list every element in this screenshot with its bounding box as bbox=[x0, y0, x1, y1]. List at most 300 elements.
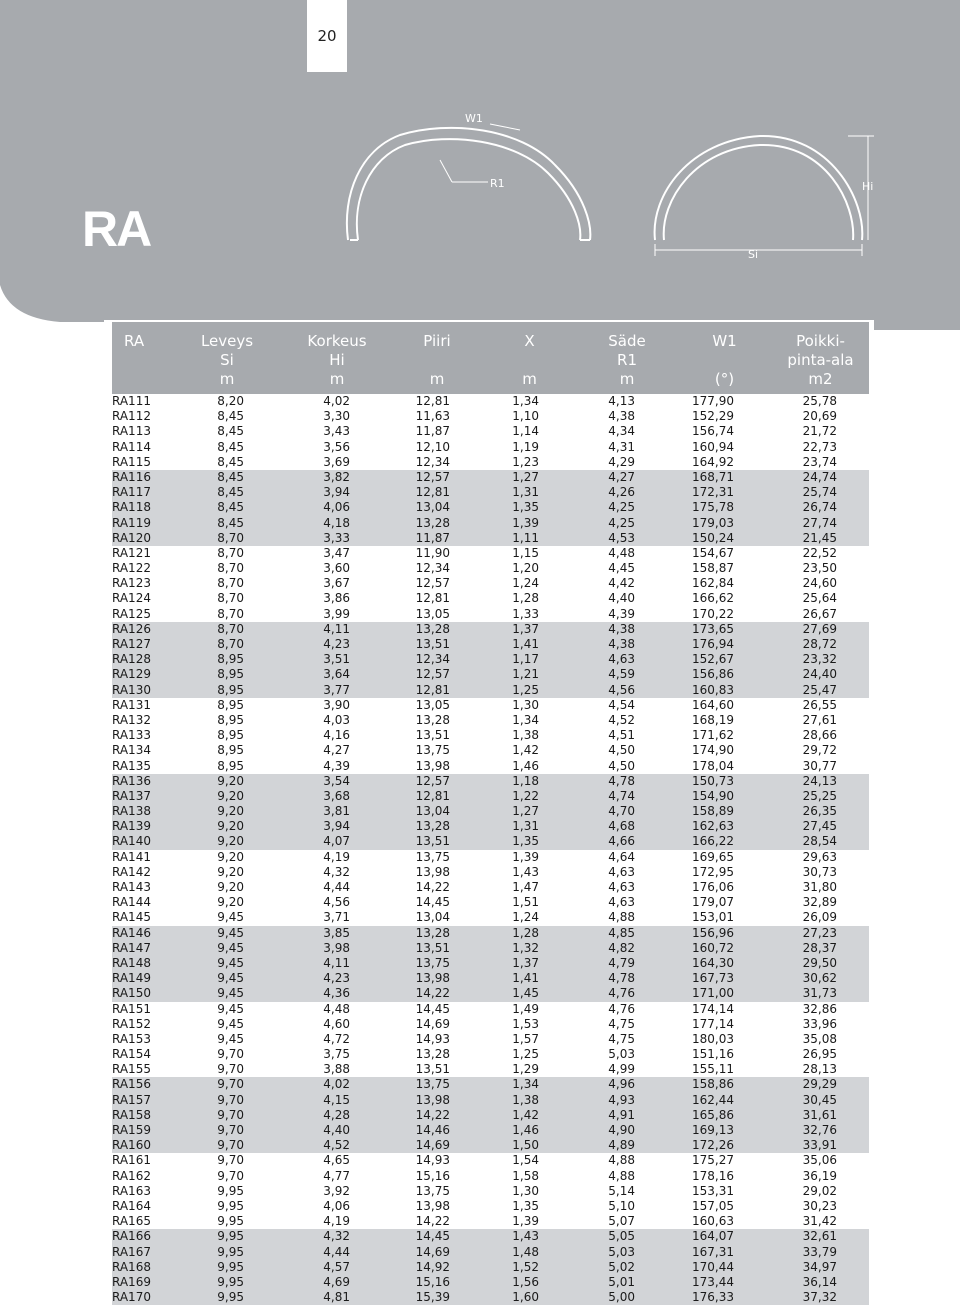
table-row bbox=[112, 789, 869, 804]
table-cell: 169,13 bbox=[692, 1123, 734, 1137]
table-cell-code: RA112 bbox=[112, 409, 151, 424]
table-cell-code: RA155 bbox=[112, 1062, 151, 1077]
table-cell-code: RA170 bbox=[112, 1290, 151, 1305]
table-cell: 1,32 bbox=[512, 940, 539, 955]
table-cell: 8,70 bbox=[217, 637, 244, 651]
table-cell: 4,29 bbox=[608, 454, 635, 469]
table-cell: 1,54 bbox=[512, 1153, 539, 1168]
table-row bbox=[112, 470, 869, 485]
table-cell-code: RA146 bbox=[112, 925, 151, 940]
table-cell: 153,01 bbox=[692, 910, 734, 925]
table-cell: 14,69 bbox=[415, 1244, 450, 1259]
table-row bbox=[112, 1032, 869, 1047]
column-header-line: Si bbox=[220, 351, 234, 369]
table-cell: 27,61 bbox=[802, 712, 837, 727]
table-cell: 4,82 bbox=[608, 940, 635, 955]
table-cell: 27,69 bbox=[802, 621, 837, 636]
table-cell: 4,25 bbox=[608, 515, 635, 530]
table-cell: 3,94 bbox=[323, 819, 350, 834]
table-row bbox=[112, 440, 869, 455]
table-cell: 4,38 bbox=[608, 621, 635, 636]
table-cell: 8,95 bbox=[217, 697, 244, 712]
table-row bbox=[112, 516, 869, 531]
table-cell: 13,05 bbox=[415, 697, 450, 712]
table-row bbox=[112, 546, 869, 561]
table-cell: 13,75 bbox=[415, 955, 450, 970]
table-cell: 1,20 bbox=[512, 561, 539, 576]
table-row bbox=[112, 1047, 869, 1062]
table-cell: 25,74 bbox=[802, 485, 837, 500]
table-cell: 4,76 bbox=[608, 986, 635, 1001]
table-cell-code: RA136 bbox=[112, 773, 151, 788]
table-cell: 3,81 bbox=[323, 804, 350, 819]
table-cell: 1,24 bbox=[512, 576, 539, 591]
table-row bbox=[112, 607, 869, 622]
table-cell: 14,22 bbox=[415, 1214, 450, 1229]
table-cell: 4,88 bbox=[608, 910, 635, 925]
column-header-line: m bbox=[219, 370, 235, 388]
table-row bbox=[112, 774, 869, 789]
table-cell: 175,78 bbox=[692, 500, 734, 515]
column-header bbox=[112, 322, 172, 394]
table-cell: 4,53 bbox=[608, 530, 635, 545]
table-row bbox=[112, 1153, 869, 1168]
table-cell: 13,98 bbox=[415, 758, 450, 773]
table-cell: 156,86 bbox=[692, 667, 734, 682]
table-cell: 4,07 bbox=[323, 834, 350, 849]
table-cell: 1,38 bbox=[512, 728, 539, 743]
table-cell: 14,93 bbox=[415, 1031, 450, 1046]
table-cell: 4,13 bbox=[608, 394, 635, 408]
table-cell-code: RA132 bbox=[112, 712, 151, 727]
table-cell: 173,65 bbox=[692, 621, 734, 636]
table-cell: 4,88 bbox=[608, 1168, 635, 1183]
table-cell: 4,51 bbox=[608, 728, 635, 743]
table-cell: 3,47 bbox=[323, 545, 350, 560]
table-cell: 9,20 bbox=[217, 819, 244, 834]
table-row bbox=[112, 834, 869, 849]
table-cell: 158,89 bbox=[692, 804, 734, 819]
table-row bbox=[112, 743, 869, 758]
table-cell: 32,89 bbox=[802, 895, 837, 910]
table-row bbox=[112, 1093, 869, 1108]
spec-table bbox=[104, 320, 874, 1311]
column-header-line: Hi bbox=[329, 351, 345, 369]
table-cell: 160,63 bbox=[692, 1214, 734, 1229]
table-row bbox=[112, 1214, 869, 1229]
table-cell-code: RA121 bbox=[112, 545, 151, 560]
table-cell: 12,57 bbox=[415, 469, 450, 484]
table-cell: 154,90 bbox=[692, 788, 734, 803]
table-cell: 12,34 bbox=[415, 652, 450, 667]
table-cell: 164,92 bbox=[692, 454, 734, 469]
table-cell: 25,47 bbox=[802, 682, 837, 697]
table-cell: 3,69 bbox=[323, 454, 350, 469]
table-cell-code: RA137 bbox=[112, 788, 151, 803]
table-cell: 21,45 bbox=[802, 530, 837, 545]
table-cell: 8,95 bbox=[217, 728, 244, 743]
column-header-line: Säde bbox=[608, 332, 646, 350]
table-cell: 4,81 bbox=[323, 1290, 350, 1305]
table-cell: 164,07 bbox=[692, 1229, 734, 1244]
table-cell-code: RA144 bbox=[112, 895, 151, 910]
table-cell: 9,70 bbox=[217, 1062, 244, 1077]
table-row bbox=[112, 485, 869, 500]
table-cell: 12,81 bbox=[415, 788, 450, 803]
table-cell-code: RA123 bbox=[112, 576, 151, 591]
table-cell: 15,16 bbox=[415, 1168, 450, 1183]
table-cell: 152,29 bbox=[692, 409, 734, 424]
table-cell: 8,70 bbox=[217, 606, 244, 621]
table-cell: 3,82 bbox=[323, 469, 350, 484]
table-cell: 155,11 bbox=[692, 1062, 734, 1077]
table-cell-code: RA163 bbox=[112, 1183, 151, 1198]
table-cell: 5,10 bbox=[608, 1198, 635, 1213]
table-cell: 160,94 bbox=[692, 439, 734, 454]
table-cell: 166,22 bbox=[692, 834, 734, 849]
column-header bbox=[172, 322, 282, 394]
table-cell: 1,25 bbox=[512, 682, 539, 697]
table-cell: 26,74 bbox=[802, 500, 837, 515]
table-cell: 1,31 bbox=[512, 819, 539, 834]
table-cell: 32,76 bbox=[802, 1123, 837, 1137]
table-cell: 13,51 bbox=[415, 1062, 450, 1077]
table-cell-code: RA113 bbox=[112, 424, 151, 439]
table-cell: 1,48 bbox=[512, 1244, 539, 1259]
table-cell: 13,51 bbox=[415, 940, 450, 955]
table-cell: 1,35 bbox=[512, 1198, 539, 1213]
table-cell: 12,81 bbox=[415, 591, 450, 606]
table-cell: 13,75 bbox=[415, 743, 450, 758]
table-cell: 9,45 bbox=[217, 925, 244, 940]
table-cell: 9,70 bbox=[217, 1123, 244, 1137]
table-cell: 9,95 bbox=[217, 1229, 244, 1244]
table-cell-code: RA153 bbox=[112, 1031, 151, 1046]
column-header-line: RA bbox=[124, 332, 145, 350]
table-cell: 4,38 bbox=[608, 409, 635, 424]
table-cell: 4,44 bbox=[323, 880, 350, 894]
table-row bbox=[112, 1077, 869, 1092]
table-cell-code: RA140 bbox=[112, 834, 151, 849]
table-cell: 8,45 bbox=[217, 424, 244, 439]
table-cell: 1,34 bbox=[512, 1077, 539, 1092]
table-cell: 1,11 bbox=[512, 530, 539, 545]
table-cell: 1,31 bbox=[512, 485, 539, 500]
table-cell: 167,73 bbox=[692, 971, 734, 986]
table-cell: 26,09 bbox=[802, 910, 837, 925]
table-cell: 8,45 bbox=[217, 500, 244, 515]
table-cell-code: RA149 bbox=[112, 971, 151, 986]
table-cell: 162,63 bbox=[692, 819, 734, 834]
table-cell: 4,48 bbox=[608, 545, 635, 560]
table-cell: 8,95 bbox=[217, 652, 244, 667]
column-header-line: m bbox=[619, 370, 635, 388]
table-cell: 1,43 bbox=[512, 1229, 539, 1244]
table-cell: 28,13 bbox=[802, 1062, 837, 1077]
table-cell: 12,34 bbox=[415, 561, 450, 576]
table-cell: 37,32 bbox=[802, 1290, 837, 1305]
table-cell: 9,20 bbox=[217, 788, 244, 803]
table-cell: 153,31 bbox=[692, 1183, 734, 1198]
table-cell: 13,04 bbox=[415, 804, 450, 819]
table-cell-code: RA169 bbox=[112, 1274, 151, 1289]
table-cell: 175,27 bbox=[692, 1153, 734, 1168]
column-header bbox=[577, 322, 677, 394]
table-cell: 4,57 bbox=[323, 1259, 350, 1274]
table-cell: 26,55 bbox=[802, 697, 837, 712]
table-cell: 5,03 bbox=[608, 1244, 635, 1259]
table-cell: 167,31 bbox=[692, 1244, 734, 1259]
table-cell: 1,39 bbox=[512, 1214, 539, 1229]
table-cell: 176,33 bbox=[692, 1290, 734, 1305]
table-cell: 27,23 bbox=[802, 925, 837, 940]
label-hi: Hi bbox=[862, 180, 874, 193]
table-cell: 4,15 bbox=[323, 1092, 350, 1107]
table-cell: 170,22 bbox=[692, 606, 734, 621]
table-row bbox=[112, 576, 869, 591]
table-cell: 8,45 bbox=[217, 485, 244, 500]
table-cell: 9,45 bbox=[217, 1016, 244, 1031]
table-cell: 29,63 bbox=[802, 849, 837, 864]
table-cell: 28,66 bbox=[802, 728, 837, 743]
table-cell-code: RA139 bbox=[112, 819, 151, 834]
table-cell: 4,75 bbox=[608, 1016, 635, 1031]
table-cell-code: RA165 bbox=[112, 1214, 151, 1229]
table-cell: 14,45 bbox=[415, 895, 450, 910]
table-cell: 4,27 bbox=[323, 743, 350, 758]
table-cell: 8,70 bbox=[217, 561, 244, 576]
table-cell: 172,26 bbox=[692, 1138, 734, 1153]
table-cell: 14,22 bbox=[415, 1107, 450, 1122]
table-cell: 180,03 bbox=[692, 1031, 734, 1046]
table-cell: 8,95 bbox=[217, 712, 244, 727]
table-cell: 150,73 bbox=[692, 773, 734, 788]
table-cell-code: RA142 bbox=[112, 864, 151, 879]
table-cell-code: RA154 bbox=[112, 1047, 151, 1062]
table-cell: 34,97 bbox=[802, 1259, 837, 1274]
table-cell: 1,58 bbox=[512, 1168, 539, 1183]
table-cell-code: RA156 bbox=[112, 1077, 151, 1092]
table-cell: 9,95 bbox=[217, 1244, 244, 1259]
table-row bbox=[112, 622, 869, 637]
table-cell: 13,28 bbox=[415, 621, 450, 636]
table-cell: 3,43 bbox=[323, 424, 350, 439]
table-cell: 1,17 bbox=[512, 652, 539, 667]
column-header-line bbox=[124, 370, 129, 389]
table-cell: 5,01 bbox=[608, 1274, 635, 1289]
table-cell: 9,95 bbox=[217, 1290, 244, 1305]
table-cell: 1,34 bbox=[512, 712, 539, 727]
table-cell: 24,74 bbox=[802, 469, 837, 484]
table-cell: 8,70 bbox=[217, 591, 244, 606]
table-cell: 9,70 bbox=[217, 1168, 244, 1183]
table-cell: 25,25 bbox=[802, 788, 837, 803]
table-cell: 171,00 bbox=[692, 986, 734, 1001]
table-cell: 179,03 bbox=[692, 515, 734, 530]
table-cell: 164,30 bbox=[692, 955, 734, 970]
table-cell: 9,20 bbox=[217, 880, 244, 894]
table-cell: 24,40 bbox=[802, 667, 837, 682]
table-cell: 4,23 bbox=[323, 971, 350, 986]
table-cell: 178,04 bbox=[692, 758, 734, 773]
table-cell: 9,20 bbox=[217, 895, 244, 910]
table-row bbox=[112, 409, 869, 424]
table-cell: 9,70 bbox=[217, 1092, 244, 1107]
table-cell-code: RA130 bbox=[112, 682, 151, 697]
table-cell: 4,31 bbox=[608, 439, 635, 454]
column-header-line: X bbox=[524, 332, 535, 350]
table-cell-code: RA127 bbox=[112, 637, 151, 651]
table-cell: 4,56 bbox=[608, 682, 635, 697]
table-cell-code: RA151 bbox=[112, 1001, 151, 1016]
table-cell: 13,75 bbox=[415, 849, 450, 864]
table-cell-code: RA126 bbox=[112, 621, 151, 636]
table-cell: 1,10 bbox=[512, 409, 539, 424]
table-cell: 9,20 bbox=[217, 834, 244, 849]
right-arch-drawing bbox=[655, 136, 863, 240]
table-cell-code: RA138 bbox=[112, 804, 151, 819]
table-cell: 12,57 bbox=[415, 773, 450, 788]
table-cell: 4,19 bbox=[323, 1214, 350, 1229]
table-row bbox=[112, 561, 869, 576]
column-header-line: R1 bbox=[617, 351, 637, 369]
table-cell: 4,88 bbox=[608, 1153, 635, 1168]
table-cell: 14,45 bbox=[415, 1001, 450, 1016]
table-cell: 4,44 bbox=[323, 1244, 350, 1259]
table-cell: 26,95 bbox=[802, 1047, 837, 1062]
table-cell: 158,86 bbox=[692, 1077, 734, 1092]
table-cell: 4,40 bbox=[608, 591, 635, 606]
table-cell: 3,51 bbox=[323, 652, 350, 667]
table-cell: 25,64 bbox=[802, 591, 837, 606]
table-cell: 11,87 bbox=[415, 530, 450, 545]
table-cell-code: RA133 bbox=[112, 728, 151, 743]
table-cell: 176,94 bbox=[692, 637, 734, 651]
table-cell: 1,28 bbox=[512, 591, 539, 606]
table-cell: 13,28 bbox=[415, 515, 450, 530]
table-row bbox=[112, 698, 869, 713]
table-cell-code: RA161 bbox=[112, 1153, 151, 1168]
column-header bbox=[677, 322, 772, 394]
table-cell: 9,20 bbox=[217, 773, 244, 788]
table-cell: 9,70 bbox=[217, 1077, 244, 1092]
table-row bbox=[112, 941, 869, 956]
table-cell: 12,81 bbox=[415, 485, 450, 500]
table-cell: 4,85 bbox=[608, 925, 635, 940]
table-cell: 4,74 bbox=[608, 788, 635, 803]
table-cell: 30,23 bbox=[802, 1198, 837, 1213]
table-cell: 25,78 bbox=[802, 394, 837, 408]
table-cell: 9,45 bbox=[217, 971, 244, 986]
table-cell: 4,63 bbox=[608, 880, 635, 894]
table-cell: 1,24 bbox=[512, 910, 539, 925]
table-cell: 26,35 bbox=[802, 804, 837, 819]
table-cell-code: RA117 bbox=[112, 485, 151, 500]
table-cell: 4,63 bbox=[608, 895, 635, 910]
table-cell: 12,81 bbox=[415, 394, 450, 408]
label-w1: W1 bbox=[465, 112, 483, 125]
table-cell: 5,00 bbox=[608, 1290, 635, 1305]
table-cell: 3,56 bbox=[323, 439, 350, 454]
table-cell: 1,27 bbox=[512, 469, 539, 484]
table-cell: 30,73 bbox=[802, 864, 837, 879]
table-cell: 1,39 bbox=[512, 515, 539, 530]
table-cell: 31,80 bbox=[802, 880, 837, 894]
table-cell: 160,83 bbox=[692, 682, 734, 697]
table-cell: 28,37 bbox=[802, 940, 837, 955]
table-cell: 1,35 bbox=[512, 834, 539, 849]
table-cell: 1,41 bbox=[512, 971, 539, 986]
table-cell: 3,85 bbox=[323, 925, 350, 940]
table-cell: 14,93 bbox=[415, 1153, 450, 1168]
table-cell: 26,67 bbox=[802, 606, 837, 621]
table-cell: 8,95 bbox=[217, 682, 244, 697]
table-cell: 8,20 bbox=[217, 394, 244, 408]
table-cell: 1,45 bbox=[512, 986, 539, 1001]
table-cell-code: RA125 bbox=[112, 606, 151, 621]
table-cell: 4,93 bbox=[608, 1092, 635, 1107]
left-arch-drawing bbox=[347, 128, 590, 240]
table-cell: 177,90 bbox=[692, 394, 734, 408]
table-cell: 9,95 bbox=[217, 1259, 244, 1274]
table-row bbox=[112, 652, 869, 667]
table-row bbox=[112, 728, 869, 743]
column-header-line: W1 bbox=[712, 332, 737, 350]
table-cell: 13,75 bbox=[415, 1077, 450, 1092]
table-cell: 11,87 bbox=[415, 424, 450, 439]
table-cell: 4,69 bbox=[323, 1274, 350, 1289]
table-cell: 158,87 bbox=[692, 561, 734, 576]
table-cell: 12,34 bbox=[415, 454, 450, 469]
table-cell: 4,06 bbox=[323, 1198, 350, 1213]
table-cell-code: RA143 bbox=[112, 880, 151, 894]
table-cell-code: RA119 bbox=[112, 515, 151, 530]
table-cell: 170,44 bbox=[692, 1259, 734, 1274]
table-cell: 173,44 bbox=[692, 1274, 734, 1289]
table-row bbox=[112, 1275, 869, 1290]
column-header bbox=[282, 322, 392, 394]
table-cell: 9,45 bbox=[217, 940, 244, 955]
table-cell: 174,90 bbox=[692, 743, 734, 758]
table-cell: 4,19 bbox=[323, 849, 350, 864]
table-cell: 13,98 bbox=[415, 1198, 450, 1213]
table-cell: 36,14 bbox=[802, 1274, 837, 1289]
table-cell: 4,11 bbox=[323, 621, 350, 636]
table-cell-code: RA124 bbox=[112, 591, 151, 606]
table-row bbox=[112, 1138, 869, 1153]
table-cell: 8,45 bbox=[217, 409, 244, 424]
table-cell: 171,62 bbox=[692, 728, 734, 743]
table-cell: 4,77 bbox=[323, 1168, 350, 1183]
table-cell: 1,23 bbox=[512, 454, 539, 469]
table-cell: 172,31 bbox=[692, 485, 734, 500]
table-cell: 5,05 bbox=[608, 1229, 635, 1244]
table-cell: 4,76 bbox=[608, 1001, 635, 1016]
table-cell: 21,72 bbox=[802, 424, 837, 439]
table-cell: 5,07 bbox=[608, 1214, 635, 1229]
table-cell-code: RA162 bbox=[112, 1168, 151, 1183]
table-cell: 4,66 bbox=[608, 834, 635, 849]
table-cell: 162,44 bbox=[692, 1092, 734, 1107]
table-cell: 9,45 bbox=[217, 955, 244, 970]
table-cell: 4,56 bbox=[323, 895, 350, 910]
table-row bbox=[112, 865, 869, 880]
table-cell: 8,95 bbox=[217, 667, 244, 682]
table-cell: 4,38 bbox=[608, 637, 635, 651]
table-cell: 11,63 bbox=[415, 409, 450, 424]
table-cell: 178,16 bbox=[692, 1168, 734, 1183]
table-cell: 1,19 bbox=[512, 439, 539, 454]
